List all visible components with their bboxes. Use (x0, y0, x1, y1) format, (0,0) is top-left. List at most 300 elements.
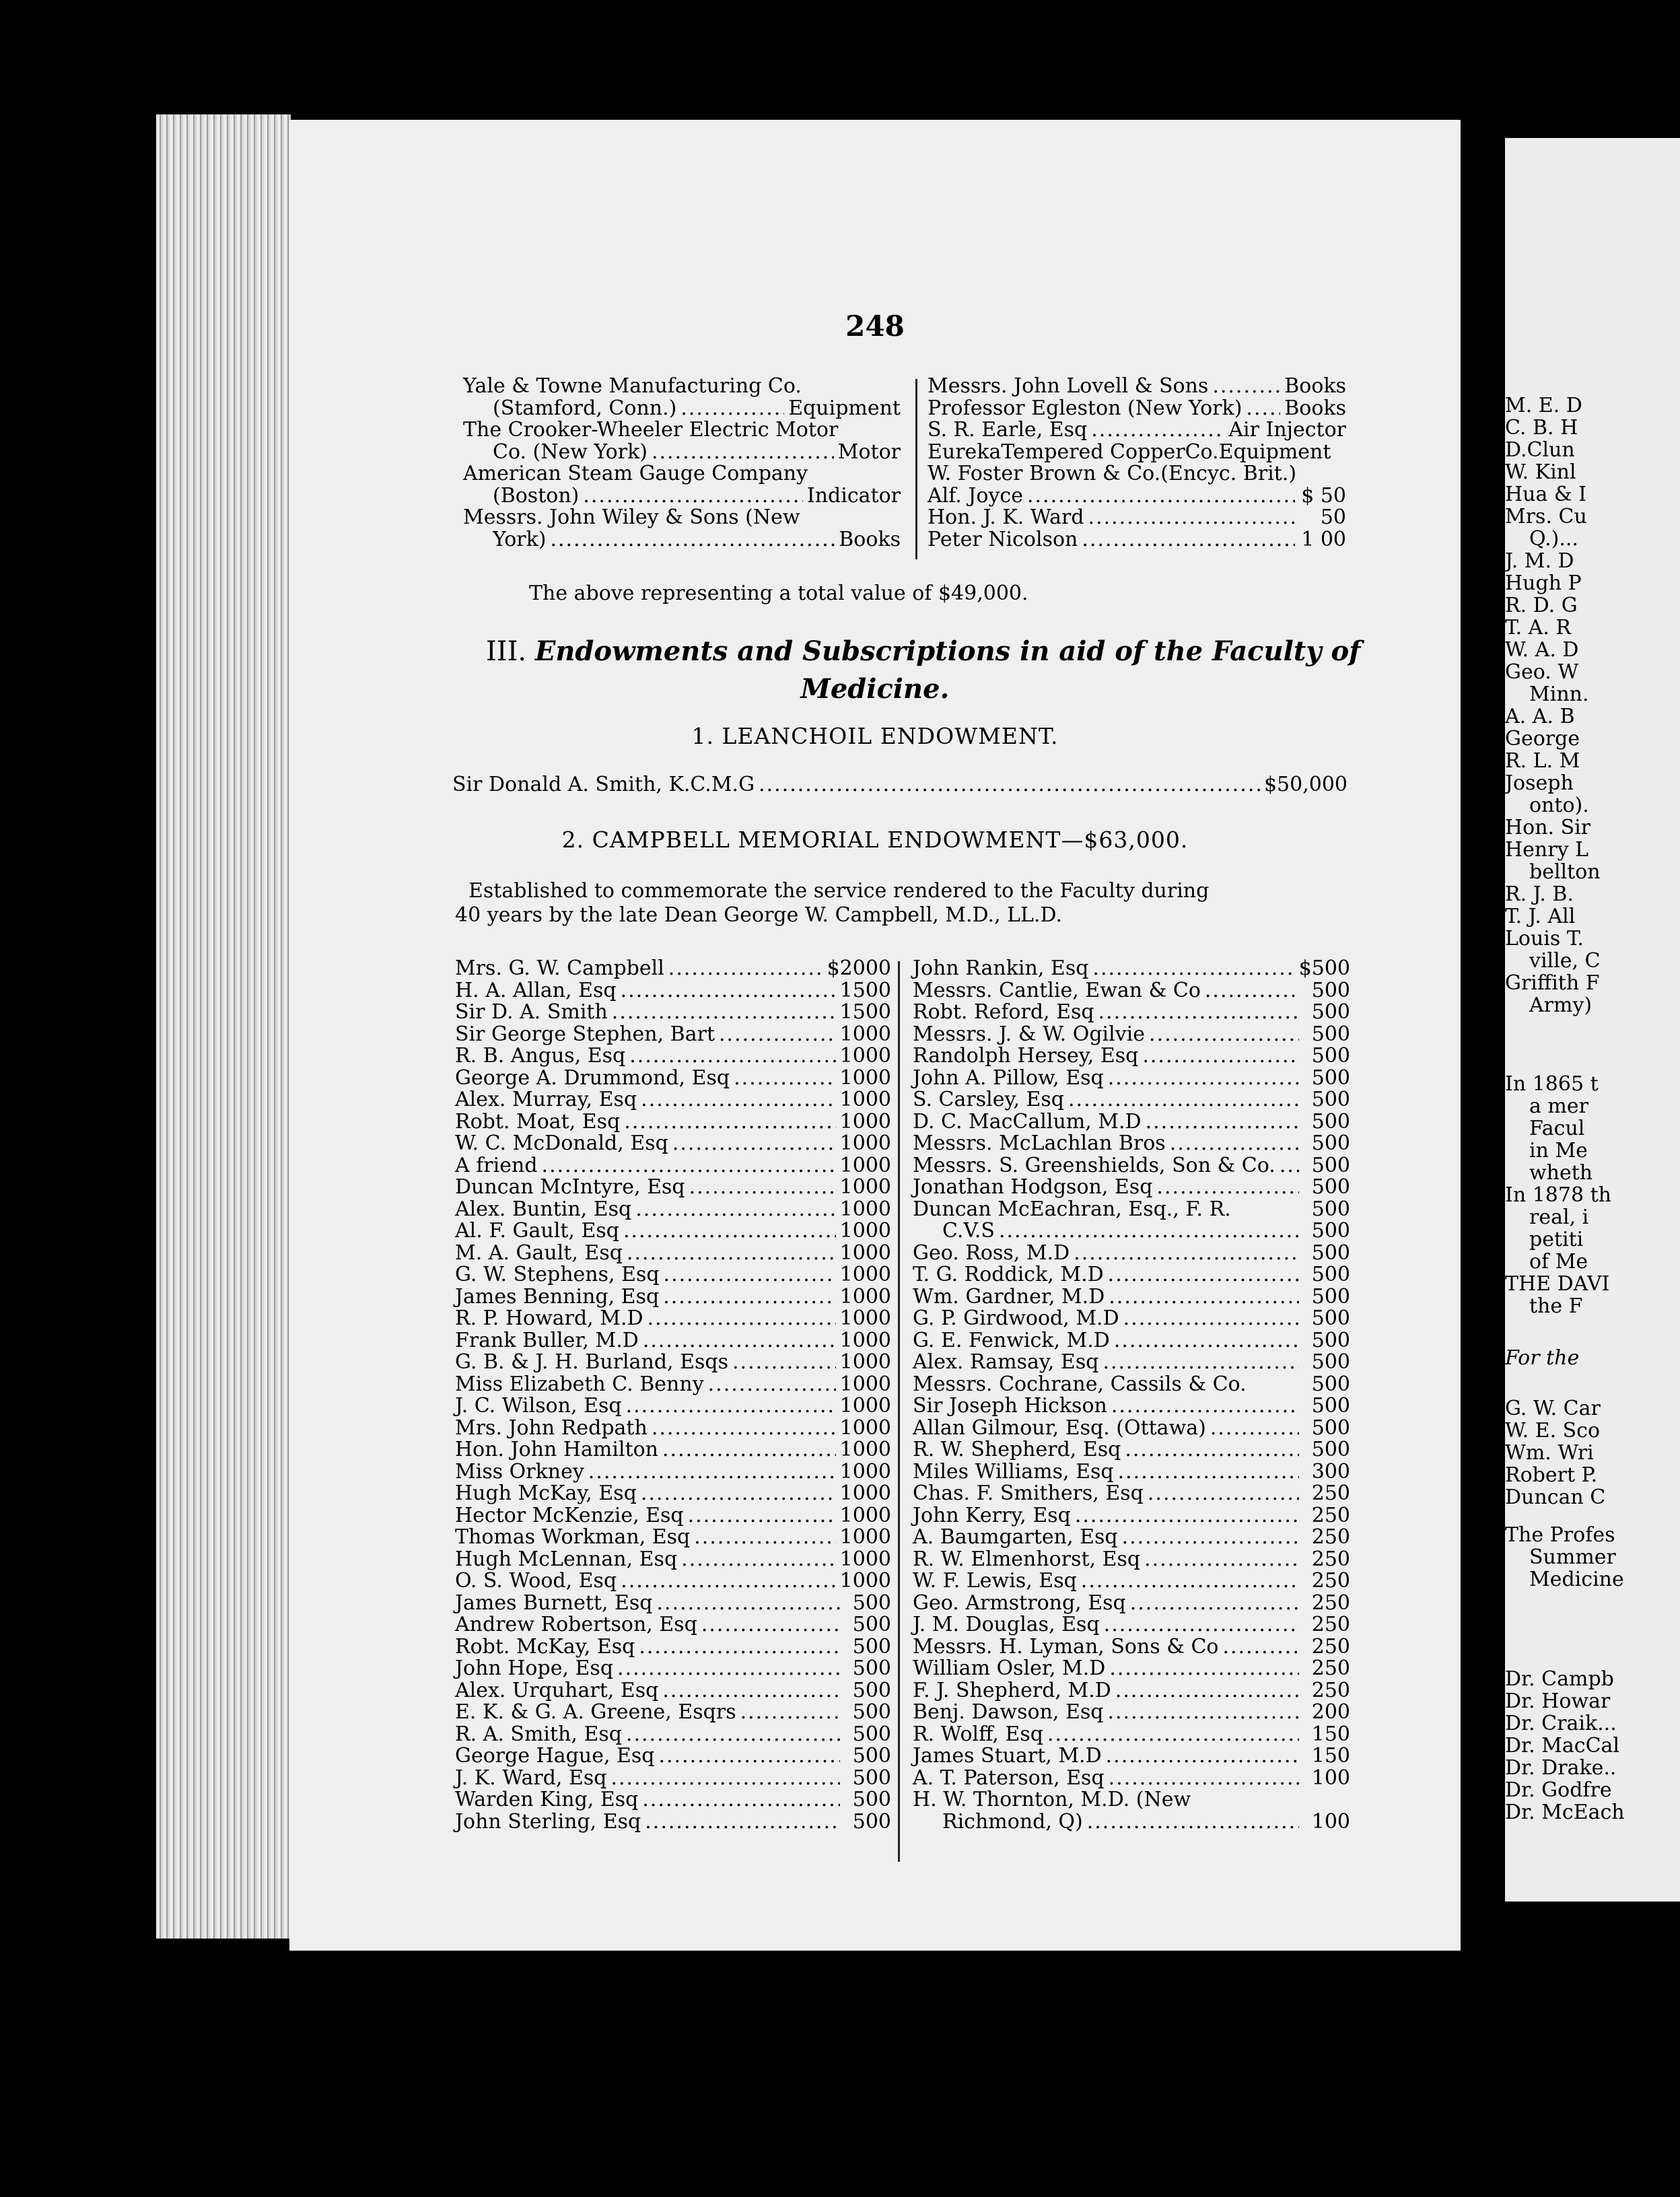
entry-name: Hon. J. K. Ward (928, 505, 1084, 529)
entry-value: 1000 (839, 1416, 891, 1440)
facing-page-text: For the (1505, 1346, 1580, 1370)
facing-page-text: Summer (1529, 1545, 1616, 1569)
leader-dots (1107, 1702, 1299, 1724)
list-entry (913, 1352, 1350, 1374)
entry-name: Mrs. G. W. Campbell (455, 956, 664, 980)
list-entry (455, 1177, 891, 1199)
list-entry (913, 1593, 1350, 1615)
entry-name: Sir Joseph Hickson (913, 1394, 1107, 1418)
facing-page-text: G. W. Car (1505, 1397, 1601, 1420)
entry-value: 1000 (839, 1459, 891, 1484)
list-entry (455, 1330, 891, 1352)
entry-name: (Stamford, Conn.) (493, 396, 677, 420)
leader-dots (1108, 1068, 1299, 1090)
entry-name: A friend (455, 1153, 538, 1177)
list-entry (913, 1155, 1350, 1177)
facing-page-text: R. J. B. (1505, 882, 1574, 906)
leader-dots (1212, 376, 1280, 398)
list-entry (455, 1658, 891, 1680)
entry-value: Books (839, 527, 901, 551)
leader-dots (759, 774, 1260, 796)
leader-dots (639, 1636, 840, 1659)
entry-name: Jonathan Hodgson, Esq (913, 1175, 1153, 1199)
entry-value: 500 (852, 1634, 891, 1659)
entry-value: Books (1284, 374, 1346, 398)
entry-name: Randolph Hersey, Esq (913, 1044, 1139, 1068)
entry-value: 1000 (839, 1481, 891, 1505)
entry-name: Warden King, Esq (455, 1788, 639, 1811)
facing-page-text: Q.)... (1529, 527, 1578, 551)
list-entry (913, 1308, 1350, 1330)
entry-name: Co. (New York) (493, 440, 648, 464)
list-entry (913, 1089, 1350, 1111)
facing-page-text: ville, C (1529, 949, 1601, 973)
leader-dots (662, 1439, 836, 1461)
section-title-line2: Medicine. (800, 673, 950, 705)
entry-name: G. W. Stephens, Esq (455, 1263, 660, 1286)
list-entry (455, 1045, 891, 1068)
leader-dots (688, 1505, 836, 1527)
entry-value: 500 (1311, 1416, 1350, 1440)
entry-name: James Burnett, Esq (455, 1591, 653, 1615)
entry-name: EurekaTempered CopperCo.Equipment (928, 440, 1331, 464)
entry-name: Alex. Buntin, Esq (455, 1197, 632, 1221)
facing-page-text: in Me (1529, 1139, 1588, 1162)
list-entry (913, 1527, 1350, 1549)
leader-dots (542, 1155, 836, 1177)
leader-dots (689, 1177, 836, 1199)
entry-name: Alex. Murray, Esq (455, 1088, 637, 1111)
entry-name: Allan Gilmour, Esq. (Ottawa) (913, 1416, 1206, 1440)
leader-dots (641, 1483, 836, 1505)
list-entry (455, 1133, 891, 1155)
entry-value: 250 (1311, 1569, 1350, 1593)
facing-page-text: of Me (1529, 1250, 1588, 1274)
entry-value: 100 (1311, 1809, 1350, 1834)
entry-value: 200 (1311, 1700, 1350, 1724)
list-entry (455, 1636, 891, 1659)
leader-dots (635, 1199, 835, 1221)
list-entry (913, 1549, 1350, 1571)
entry-value: Motor (837, 440, 901, 464)
entry-name: H. W. Thornton, M.D. (New (913, 1788, 1191, 1811)
entry-value: 1000 (839, 1044, 891, 1068)
list-entry (913, 1614, 1350, 1636)
list-entry (455, 1220, 891, 1243)
entry-value: Equipment (788, 396, 901, 420)
leader-dots (1280, 1155, 1299, 1177)
entry-value: 500 (1311, 1000, 1350, 1024)
entry-name: Robt. Moat, Esq (455, 1109, 621, 1134)
entry-name: William Osler, M.D (913, 1657, 1106, 1680)
leader-dots (1075, 1505, 1299, 1527)
leader-dots (1109, 1768, 1299, 1790)
leader-dots (1074, 1243, 1299, 1265)
entry-name: W. C. McDonald, Esq (455, 1131, 668, 1155)
list-entry (928, 442, 1346, 464)
entry-name: R. B. Angus, Esq (455, 1044, 626, 1068)
leader-dots (1142, 1045, 1299, 1068)
entry-value: 1000 (839, 1153, 891, 1177)
entry-name: F. J. Shepherd, M.D (913, 1678, 1111, 1702)
list-entry (455, 1461, 891, 1484)
leader-dots (663, 1286, 835, 1309)
leader-dots (645, 1811, 840, 1834)
entry-value: 500 (1311, 1263, 1350, 1286)
entry-value: 500 (1311, 1306, 1350, 1330)
entry-name: Messrs. J. & W. Ogilvie (913, 1022, 1146, 1046)
list-entry (463, 463, 901, 485)
entry-name: Andrew Robertson, Esq (455, 1613, 697, 1636)
entry-name: Sir George Stephen, Bart (455, 1022, 715, 1046)
leader-dots (659, 1745, 840, 1768)
entry-name: R. W. Elmenhorst, Esq (913, 1547, 1141, 1571)
list-entry (913, 1374, 1350, 1396)
list-entry (455, 1789, 891, 1811)
equipment-list-right (928, 376, 1346, 551)
facing-page-text: D.Clun (1505, 438, 1575, 462)
entry-name: O. S. Wood, Esq (455, 1569, 617, 1593)
entry-value: 1 00 (1301, 527, 1346, 551)
entry-name: Messrs. McLachlan Bros (913, 1131, 1166, 1155)
entry-name: Frank Buller, M.D (455, 1328, 639, 1352)
leader-dots (1205, 980, 1299, 1002)
entry-value: 1500 (839, 1000, 891, 1024)
entry-value: 500 (1311, 1328, 1350, 1352)
list-entry (928, 419, 1346, 442)
entry-value: 500 (852, 1657, 891, 1680)
facing-page-text: T. A. R (1505, 616, 1571, 639)
entry-name: Hector McKenzie, Esq (455, 1503, 684, 1527)
entry-name: S. R. Earle, Esq (928, 418, 1088, 442)
entry-name: Wm. Gardner, M.D (913, 1284, 1105, 1309)
entry-value: 500 (852, 1809, 891, 1834)
list-entry (455, 1702, 891, 1724)
facing-page-text: Dr. Godfre (1505, 1778, 1612, 1802)
list-entry (913, 1811, 1350, 1834)
entry-value: 500 (1311, 1394, 1350, 1418)
campbell-intro-line2: 40 years by the late Dean George W. Campbell, M.D., LL.D. (455, 903, 1063, 927)
entry-value: 500 (852, 1591, 891, 1615)
list-entry (455, 1352, 891, 1374)
list-entry (455, 1395, 891, 1418)
entry-value: 500 (1311, 1284, 1350, 1309)
entry-name: John Rankin, Esq (913, 956, 1089, 980)
leanchoil-donor: Sir Donald A. Smith, K.C.M.G (452, 773, 755, 796)
entry-value: 500 (1311, 978, 1350, 1002)
entry-value: 500 (852, 1722, 891, 1746)
leader-dots (1108, 1264, 1299, 1286)
facing-page-text: Dr. McEach (1505, 1801, 1625, 1824)
facing-page-text: M. E. D (1505, 394, 1582, 417)
entry-value: 250 (1311, 1613, 1350, 1636)
list-entry (463, 507, 901, 529)
leanchoil-heading: 1. LEANCHOIL ENDOWMENT. (691, 723, 1059, 749)
leader-dots (652, 1418, 836, 1440)
campbell-intro-line1: Established to commemorate the service rendered to the Faculty during (468, 879, 1210, 903)
entry-name: G. P. Girdwood, M.D (913, 1306, 1119, 1330)
entry-value: 500 (1311, 1153, 1350, 1177)
list-entry (928, 507, 1346, 529)
facing-page-text: a mer (1529, 1094, 1588, 1118)
entry-value: 500 (852, 1700, 891, 1724)
entry-name: Yale & Towne Manufacturing Co. (463, 374, 802, 398)
book-page (289, 120, 1461, 1951)
entry-name: Geo. Ross, M.D (913, 1241, 1070, 1265)
entry-value: 50 (1320, 505, 1346, 529)
leader-dots (1125, 1439, 1299, 1461)
entry-name: Miles Williams, Esq (913, 1459, 1114, 1484)
entry-value: 150 (1311, 1744, 1350, 1768)
entry-value: 500 (852, 1744, 891, 1768)
entry-name: W. Foster Brown & Co.(Encyc. Brit.) (928, 462, 1297, 485)
list-entry (913, 1330, 1350, 1352)
list-entry (455, 1570, 891, 1593)
list-entry (455, 1264, 891, 1286)
entry-value: 1000 (839, 1241, 891, 1265)
entry-value: 1000 (839, 1131, 891, 1155)
list-entry (455, 1745, 891, 1768)
list-entry (463, 442, 901, 464)
leader-dots (623, 1220, 836, 1243)
facing-page-text: R. D. G (1505, 594, 1578, 617)
list-entry (913, 1461, 1350, 1484)
list-entry (455, 1155, 891, 1177)
entry-name: Alex. Urquhart, Esq (455, 1678, 659, 1702)
entry-name: George Hague, Esq (455, 1744, 655, 1768)
leader-dots (1144, 1549, 1299, 1571)
entry-name: J. K. Ward, Esq (455, 1766, 607, 1790)
facing-page-text: Louis T. (1505, 927, 1584, 950)
leader-dots (588, 1461, 836, 1484)
leader-dots (1106, 1745, 1299, 1768)
facing-page-text: Dr. Drake.. (1505, 1756, 1617, 1780)
leader-dots (1118, 1461, 1299, 1484)
entry-value: $2000 (827, 956, 891, 980)
leader-dots (583, 485, 803, 508)
facing-page-text: Duncan C (1505, 1486, 1606, 1509)
list-entry (913, 1768, 1350, 1790)
entry-name: A. T. Paterson, Esq (913, 1766, 1105, 1790)
list-entry (455, 1811, 891, 1834)
donor-list-right (913, 958, 1350, 1833)
entry-name: R. W. Shepherd, Esq (913, 1438, 1121, 1461)
entry-value: 1000 (839, 1372, 891, 1396)
list-entry (913, 1002, 1350, 1024)
leader-dots (621, 1570, 835, 1593)
leader-dots (1149, 1024, 1299, 1046)
entry-name: W. F. Lewis, Esq (913, 1569, 1077, 1593)
book-page-edges (156, 114, 291, 1939)
list-entry (455, 1286, 891, 1309)
entry-value: 500 (1311, 1350, 1350, 1374)
entry-value: 1000 (839, 1438, 891, 1461)
entry-value: 500 (1311, 1241, 1350, 1265)
entry-value: $ 50 (1301, 483, 1346, 508)
leader-dots (1122, 1527, 1299, 1549)
leader-dots (668, 958, 823, 980)
list-entry (455, 1089, 891, 1111)
leader-dots (643, 1330, 836, 1352)
entry-name: R. A. Smith, Esq (455, 1722, 622, 1746)
entry-name: The Crooker-Wheeler Electric Motor (463, 418, 839, 442)
entry-name: Messrs. John Wiley & Sons (New (463, 505, 800, 529)
entry-name: A. Baumgarten, Esq (913, 1525, 1118, 1549)
section-title-line1: Endowments and Subscriptions in aid of the Faculty of (534, 635, 1361, 667)
entry-value: Books (1284, 396, 1346, 420)
entry-name: James Benning, Esq (455, 1284, 660, 1309)
facing-page-text: the F (1529, 1294, 1583, 1318)
entry-name: York) (493, 527, 547, 551)
leader-dots (1109, 1286, 1299, 1309)
leanchoil-entry (452, 774, 1348, 796)
facing-page-text: Dr. Howar (1505, 1689, 1611, 1713)
list-entry (928, 376, 1346, 398)
list-entry (913, 1220, 1350, 1243)
leader-dots (664, 1264, 836, 1286)
facing-page-text: Army) (1529, 993, 1593, 1017)
leader-dots (642, 1789, 840, 1811)
entry-value: 500 (1311, 1109, 1350, 1134)
leader-dots (1098, 1002, 1299, 1024)
list-entry (913, 1483, 1350, 1505)
list-entry (913, 1111, 1350, 1134)
leader-dots (629, 1045, 835, 1068)
entry-name: George A. Drummond, Esq (455, 1066, 730, 1090)
entry-value: 500 (1311, 1044, 1350, 1068)
entry-value: 1000 (839, 1219, 891, 1243)
leader-dots (999, 1220, 1299, 1243)
campbell-heading: 2. CAMPBELL MEMORIAL ENDOWMENT—$63,000. (561, 827, 1189, 853)
page-number: 248 (845, 310, 905, 343)
entry-value: $500 (1298, 956, 1350, 980)
entry-name: C.V.S (942, 1219, 995, 1243)
entry-name: Miss Elizabeth C. Benny (455, 1372, 704, 1396)
leader-dots (612, 1002, 836, 1024)
entry-name: G. B. & J. H. Burland, Esqs (455, 1350, 729, 1374)
leader-dots (1027, 485, 1295, 508)
entry-name: J. C. Wilson, Esq (455, 1394, 622, 1418)
list-entry (455, 1439, 891, 1461)
leader-dots (1092, 958, 1294, 980)
entry-name: R. P. Howard, M.D (455, 1306, 643, 1330)
list-entry (455, 1483, 891, 1505)
facing-page-text: Hua & I (1505, 483, 1586, 506)
leader-dots (657, 1593, 840, 1615)
leader-dots (1210, 1418, 1299, 1440)
leader-dots (662, 1680, 840, 1702)
entry-value: 1500 (839, 978, 891, 1002)
entry-value: 1000 (839, 1109, 891, 1134)
list-entry (455, 1024, 891, 1046)
list-entry (913, 1789, 1350, 1811)
section-heading (486, 635, 1360, 667)
entry-value: Air Injector (1228, 418, 1346, 442)
leader-dots (694, 1527, 835, 1549)
entry-name: Peter Nicolson (928, 527, 1078, 551)
leader-dots (1114, 1330, 1299, 1352)
list-entry (455, 1505, 891, 1527)
entry-name: Sir D. A. Smith (455, 1000, 608, 1024)
list-entry (455, 1111, 891, 1134)
entry-value: 250 (1311, 1591, 1350, 1615)
entry-name: Duncan McIntyre, Esq (455, 1175, 685, 1199)
facing-page-text: Dr. Craik... (1505, 1712, 1617, 1735)
list-entry (913, 1505, 1350, 1527)
leader-dots (652, 442, 834, 464)
entry-name: R. Wolff, Esq (913, 1722, 1043, 1746)
leader-dots (1068, 1089, 1299, 1111)
entry-value: 500 (1311, 1066, 1350, 1090)
list-entry (913, 1658, 1350, 1680)
entry-value: 1000 (839, 1284, 891, 1309)
entry-name: Alex. Ramsay, Esq (913, 1350, 1099, 1374)
entry-name: Messrs. John Lovell & Sons (928, 374, 1209, 398)
facing-page-text: The Profes (1505, 1523, 1615, 1547)
list-entry (913, 1439, 1350, 1461)
entry-value: 250 (1311, 1525, 1350, 1549)
facing-page-text: J. M. D (1505, 549, 1574, 573)
entry-value: 1000 (839, 1022, 891, 1046)
entry-name: Messrs. Cochrane, Cassils & Co. (913, 1372, 1247, 1396)
entry-name: Al. F. Gault, Esq (455, 1219, 619, 1243)
donor-list-left (455, 958, 891, 1833)
leader-dots (1146, 1111, 1299, 1134)
facing-page-text: T. J. All (1505, 905, 1576, 928)
column-divider (915, 379, 917, 559)
facing-page-text: C. B. H (1505, 416, 1578, 440)
entry-value: 1000 (839, 1066, 891, 1090)
entry-value: 500 (1311, 1088, 1350, 1111)
entry-value: 150 (1311, 1722, 1350, 1746)
column-divider (898, 961, 900, 1862)
entry-value: 250 (1311, 1481, 1350, 1505)
leader-dots (1104, 1614, 1299, 1636)
list-entry (455, 1768, 891, 1790)
entry-value: 500 (1311, 1197, 1350, 1221)
entry-name: John Kerry, Esq (913, 1503, 1071, 1527)
entry-value: 500 (852, 1613, 891, 1636)
entry-name: Thomas Workman, Esq (455, 1525, 691, 1549)
list-entry (913, 1745, 1350, 1768)
entry-name: Messrs. S. Greenshields, Son & Co. (913, 1153, 1275, 1177)
leader-dots (1081, 1570, 1299, 1593)
leader-dots (1246, 398, 1280, 420)
leader-dots (740, 1702, 840, 1724)
facing-page-text: Wm. Wri (1505, 1441, 1594, 1465)
facing-page-text: Facul (1529, 1117, 1585, 1140)
entry-value: 250 (1311, 1503, 1350, 1527)
entry-value: 250 (1311, 1634, 1350, 1659)
facing-page-text: bellton (1529, 860, 1601, 884)
facing-page-text: THE DAVI (1505, 1272, 1610, 1296)
entry-name: John A. Pillow, Esq (913, 1066, 1104, 1090)
entry-name: H. A. Allan, Esq (455, 978, 617, 1002)
entry-value: 1000 (839, 1328, 891, 1352)
entry-name: Hugh McKay, Esq (455, 1481, 637, 1505)
list-entry (463, 529, 901, 551)
entry-value: 500 (852, 1678, 891, 1702)
entry-name: Benj. Dawson, Esq (913, 1700, 1104, 1724)
leader-dots (672, 1133, 836, 1155)
leader-dots (1170, 1133, 1299, 1155)
leader-dots (1130, 1593, 1299, 1615)
entry-value: 100 (1311, 1766, 1350, 1790)
facing-page-text: Mrs. Cu (1505, 505, 1587, 528)
leader-dots (1111, 1395, 1299, 1418)
list-entry (913, 1724, 1350, 1746)
entry-value: 300 (1311, 1459, 1350, 1484)
